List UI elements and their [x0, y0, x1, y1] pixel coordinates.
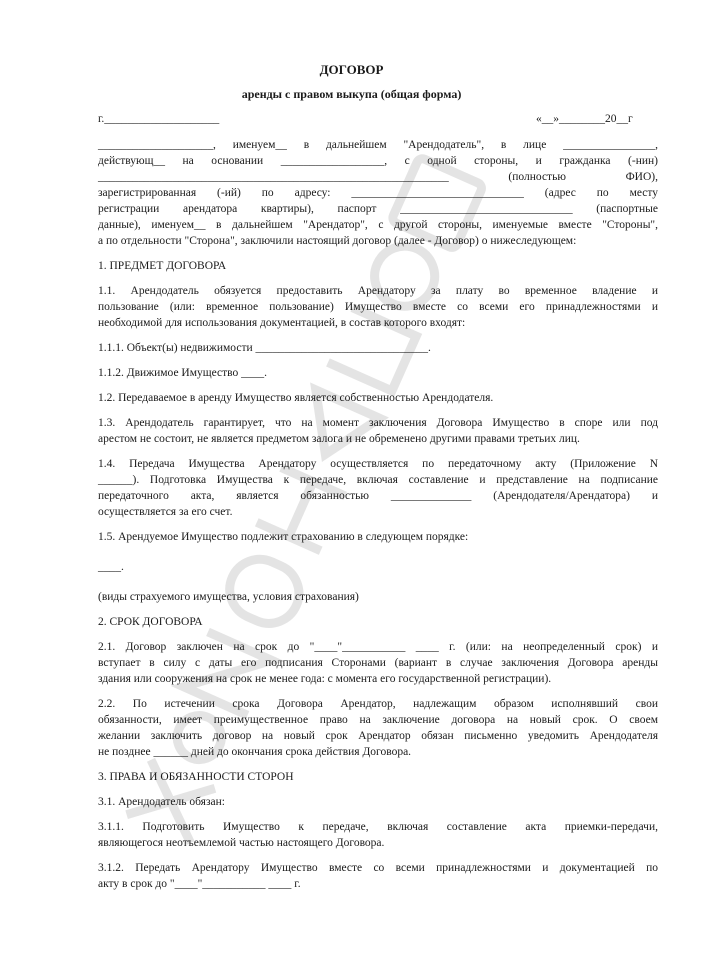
- clause-1-2: 1.2. Передаваемое в аренду Имущество является собственностью Арендодателя.: [98, 392, 494, 404]
- clause-line: являющегося неотъемлемой частью настоящего Договора.: [98, 837, 385, 849]
- clause-line: не позднее ______ дней до окончания срока действия Договора.: [98, 746, 412, 758]
- clause-line: ______). Подготовка Имущества к передаче, включая составление и представление на подписание: [98, 474, 658, 486]
- clause-3-1: 3.1. Арендодатель обязан:: [98, 796, 225, 808]
- clause-line: здания или сооружения на срок не менее года: с момента его государственной регистрации).: [98, 673, 552, 685]
- clause-1-1-1: 1.1.1. Объект(ы) недвижимости ______________________________.: [98, 342, 431, 354]
- clause-line: 3.1.1. Подготовить Имущество к передаче, включая составление акта приемки-передачи,: [98, 821, 658, 833]
- intro-paragraph: [98, 137, 658, 249]
- clause-1-5-blank: ____.: [98, 561, 124, 573]
- intro-line: действующ__ на основании __________________, с одной стороны, и гражданка (-нин): [98, 155, 658, 167]
- intro-line: _____________________________________________________________ (полностью ФИО),: [98, 171, 658, 183]
- clause-line: 1.1. Арендодатель обязуется предоставить Арендатору за плату во временное владение и: [98, 285, 658, 297]
- clause-1-5: 1.5. Арендуемое Имущество подлежит страхованию в следующем порядке:: [98, 531, 469, 543]
- intro-line: данные), именуем__ в дальнейшем "Арендатор", с другой стороны, именуемые вместе "Стороны",: [98, 219, 658, 231]
- clause-line: 1.3. Арендодатель гарантирует, что на момент заключения Договора Имущество в споре или под: [98, 417, 658, 429]
- clause-3-1-1: [98, 819, 658, 851]
- clause-line: желании заключить договор на новый срок Арендатор обязан письменно уведомить Арендодателя: [98, 730, 658, 742]
- section-2-heading: 2. СРОК ДОГОВОРА: [98, 616, 203, 628]
- section-1-heading: 1. ПРЕДМЕТ ДОГОВОРА: [98, 260, 227, 272]
- clause-line: осуществляется за его счет.: [98, 506, 233, 518]
- intro-line: ____________________, именуем__ в дальнейшем "Арендодатель", в лице ________________,: [98, 139, 658, 151]
- city-line: г.____________________: [98, 113, 220, 125]
- clause-line: пользование (или: временное пользование) Имущество вместе со всеми его принадлежностями и: [98, 301, 658, 313]
- clause-2-2: [98, 696, 658, 760]
- clause-1-1-2: 1.1.2. Движимое Имущество ____.: [98, 367, 267, 379]
- clause-1-5-note: (виды страхуемого имущества, условия страхования): [98, 591, 359, 603]
- clause-line: 2.2. По истечении срока Договора Арендатор, надлежащим образом исполнявший свои: [98, 698, 658, 710]
- clause-1-1: [98, 283, 658, 331]
- intro-line: зарегистрированная (-ий) по адресу: ______________________________ (адрес по месту: [98, 187, 658, 199]
- document-title: ДОГОВОР: [319, 62, 384, 77]
- clause-line: обязанности, имеет преимущественное право на заключение договора на новый срок. О своем: [98, 714, 658, 726]
- clause-line: передаточного акта, является обязанностью ______________ (Арендодателя/Арендатора) и: [98, 490, 658, 502]
- clause-line: 2.1. Договор заключен на срок до "____"___________ ____ г. (или: на неопределенный срок) и: [98, 641, 658, 653]
- clause-1-4: [98, 456, 658, 520]
- clause-1-3: [98, 415, 658, 447]
- clause-line: 1.4. Передача Имущества Арендатору осуществляется по передаточному акту (Приложение N: [98, 458, 658, 470]
- intro-line: а по отдельности "Сторона", заключили настоящий договор (далее - Договор) о нижеследующем:: [98, 235, 577, 247]
- clause-line: арестом не состоит, не является предметом залога и не обременено другими правами третьих лиц.: [98, 433, 580, 445]
- clause-3-1-2: [98, 860, 658, 892]
- intro-line: регистрации арендатора квартиры), паспорт ______________________________ (паспортные: [98, 203, 658, 215]
- clause-line: необходимой для использования документацией, в состав которого входят:: [98, 317, 466, 329]
- clause-line: 3.1.2. Передать Арендатору Имущество вместе со всеми принадлежностями и документацией по: [98, 862, 658, 874]
- document-body: [98, 137, 658, 901]
- document-subtitle: аренды с правом выкупа (общая форма): [241, 87, 462, 101]
- date-line: «__»________20__г: [536, 113, 633, 125]
- clause-line: акту в срок до "____"___________ ____ г.: [98, 878, 301, 890]
- clause-line: вступает в силу с даты его подписания Сторонами (вариант в случае заключения Договора аренды: [98, 657, 658, 669]
- section-3-heading: 3. ПРАВА И ОБЯЗАННОСТИ СТОРОН: [98, 771, 294, 783]
- clause-2-1: [98, 639, 658, 687]
